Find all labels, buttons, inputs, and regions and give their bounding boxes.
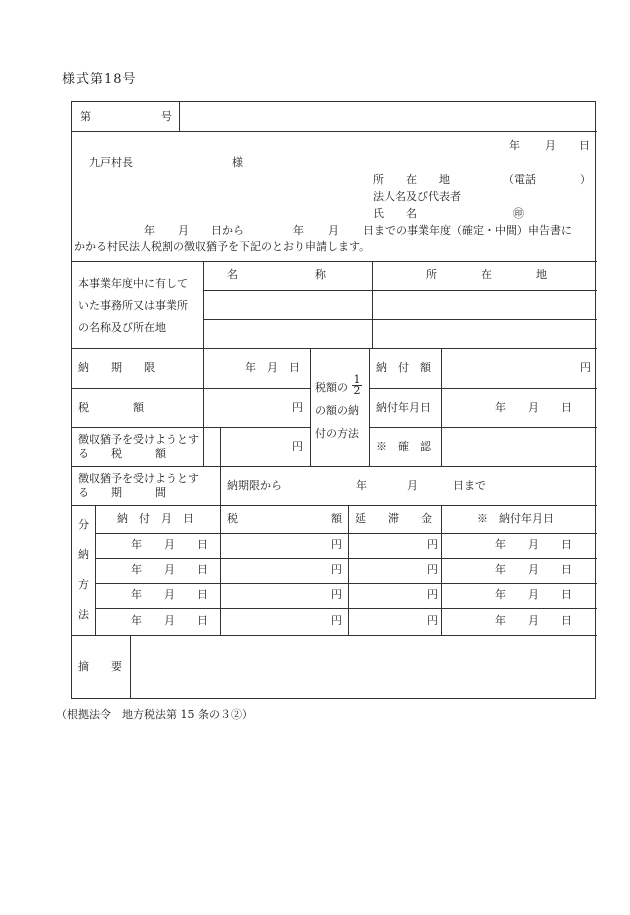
deferral-period-label-1: 徴収猶予を受けようとす <box>78 472 199 485</box>
rule <box>95 558 597 559</box>
form-table <box>71 101 596 699</box>
row2-tax-yen: 円 <box>331 563 342 576</box>
col-tax-2: 額 <box>331 512 342 525</box>
row3-paid-date: 年 月 日 <box>495 588 572 601</box>
period-year: 年 <box>356 479 367 492</box>
statement-month2: 月 <box>328 224 339 237</box>
row4-paid-date: 年 月 日 <box>495 614 572 627</box>
rule <box>369 388 597 389</box>
addressee: 九戸村長 <box>89 156 133 169</box>
method-label-3: 付の方法 <box>315 427 359 440</box>
office-label-2: いた事務所又は事業所 <box>78 299 188 312</box>
address-label: 所 在 地 <box>373 173 450 186</box>
rule <box>203 261 204 466</box>
col-paid-date: ※ 納付年月日 <box>477 512 554 525</box>
rule <box>369 427 597 428</box>
rule <box>72 466 597 467</box>
row1-date: 年 月 日 <box>131 538 208 551</box>
rule <box>369 348 370 466</box>
deferral-amount-label-2: る 税 額 <box>78 447 166 460</box>
statement-year2: 年 <box>293 224 304 237</box>
rule <box>72 635 597 636</box>
pay-date-value: 年 月 日 <box>495 401 572 414</box>
rule <box>441 348 442 466</box>
rule <box>372 261 373 348</box>
row4-date: 年 月 日 <box>131 614 208 627</box>
rule <box>72 505 597 506</box>
tax-yen: 円 <box>292 401 303 414</box>
pay-amount-label: 納 付 額 <box>376 361 431 374</box>
name-label: 氏 名 <box>373 207 417 220</box>
statement-year1: 年 <box>144 224 155 237</box>
rule <box>179 102 180 131</box>
rule <box>220 466 221 505</box>
rule <box>72 388 310 389</box>
deadline-label: 納 期 限 <box>78 361 155 374</box>
period-until: 日まで <box>453 479 486 492</box>
row1-paid-date: 年 月 日 <box>495 538 572 551</box>
row3-delay-yen: 円 <box>427 588 438 601</box>
rule <box>310 348 311 466</box>
row1-delay-yen: 円 <box>427 538 438 551</box>
date-month: 月 <box>545 139 556 152</box>
installment-side-1: 分 <box>78 518 89 531</box>
statement-rest: 日までの事業年度（確定・中間）申告書に <box>363 224 572 237</box>
number-prefix: 第 <box>80 110 91 123</box>
installment-side-2: 納 <box>78 548 89 561</box>
statement-month1: 月 <box>178 224 189 237</box>
method-label-2: の額の納 <box>315 404 359 417</box>
office-label-3: の名称及び所在地 <box>78 321 166 334</box>
rule <box>72 131 597 132</box>
fraction-denominator: 2 <box>353 384 361 397</box>
row4-delay-yen: 円 <box>427 614 438 627</box>
rule <box>95 583 597 584</box>
statement-from: 日から <box>211 224 244 237</box>
confirm-label: ※ 確 認 <box>376 440 431 453</box>
rule <box>130 635 131 699</box>
deferral-period-label-2: る 期 間 <box>78 486 166 499</box>
rule <box>72 427 310 428</box>
deadline-value: 年 月 日 <box>245 361 300 374</box>
rule <box>95 505 96 635</box>
row1-tax-yen: 円 <box>331 538 342 551</box>
row4-tax-yen: 円 <box>331 614 342 627</box>
col-tax: 税 <box>227 512 238 525</box>
office-col-name: 名 称 <box>227 268 326 281</box>
date-year: 年 <box>509 139 520 152</box>
representative-label: 法人名及び代表者 <box>373 190 461 203</box>
remarks-label: 摘 要 <box>78 660 122 673</box>
row2-paid-date: 年 月 日 <box>495 563 572 576</box>
rule <box>203 290 597 291</box>
phone-label: （電話 ） <box>503 173 591 186</box>
rule <box>441 505 442 635</box>
legal-basis-footer: （根拠法令 地方税法第 15 条の３②） <box>56 708 253 721</box>
fraction-numerator: 1 <box>353 373 361 386</box>
rule <box>203 319 597 320</box>
row2-delay-yen: 円 <box>427 563 438 576</box>
row3-date: 年 月 日 <box>131 588 208 601</box>
rule <box>220 427 221 466</box>
period-from: 納期限から <box>227 479 282 492</box>
col-delinquency: 延 滞 金 <box>355 512 432 525</box>
rule <box>95 533 597 534</box>
rule <box>220 505 221 635</box>
number-suffix: 号 <box>161 110 172 123</box>
deferral-amount-yen: 円 <box>292 440 303 453</box>
seal-mark: ㊞ <box>513 207 524 220</box>
installment-side-4: 法 <box>78 608 89 621</box>
honorific: 様 <box>232 156 243 169</box>
office-label-1: 本事業年度中に有して <box>78 277 188 290</box>
rule <box>72 348 597 349</box>
form-number: 様式第18号 <box>62 72 137 87</box>
date-day: 日 <box>579 139 590 152</box>
installment-side-3: 方 <box>78 578 89 591</box>
row3-tax-yen: 円 <box>331 588 342 601</box>
office-col-address: 所 在 地 <box>426 268 547 281</box>
statement-line2: かかる村民法人税割の徴収猶予を下記のとおり申請します。 <box>74 240 371 253</box>
period-month: 月 <box>407 479 418 492</box>
one-half-fraction <box>352 375 362 396</box>
col-payment-date: 納 付 月 日 <box>117 512 194 525</box>
tax-label: 税 額 <box>78 401 144 414</box>
method-label-1: 税額の <box>315 381 348 394</box>
row2-date: 年 月 日 <box>131 563 208 576</box>
deferral-amount-label-1: 徴収猶予を受けようとす <box>78 433 199 446</box>
rule <box>95 608 597 609</box>
pay-amount-yen: 円 <box>580 361 591 374</box>
rule <box>348 505 349 635</box>
pay-date-label: 納付年月日 <box>376 401 431 414</box>
rule <box>72 261 597 262</box>
